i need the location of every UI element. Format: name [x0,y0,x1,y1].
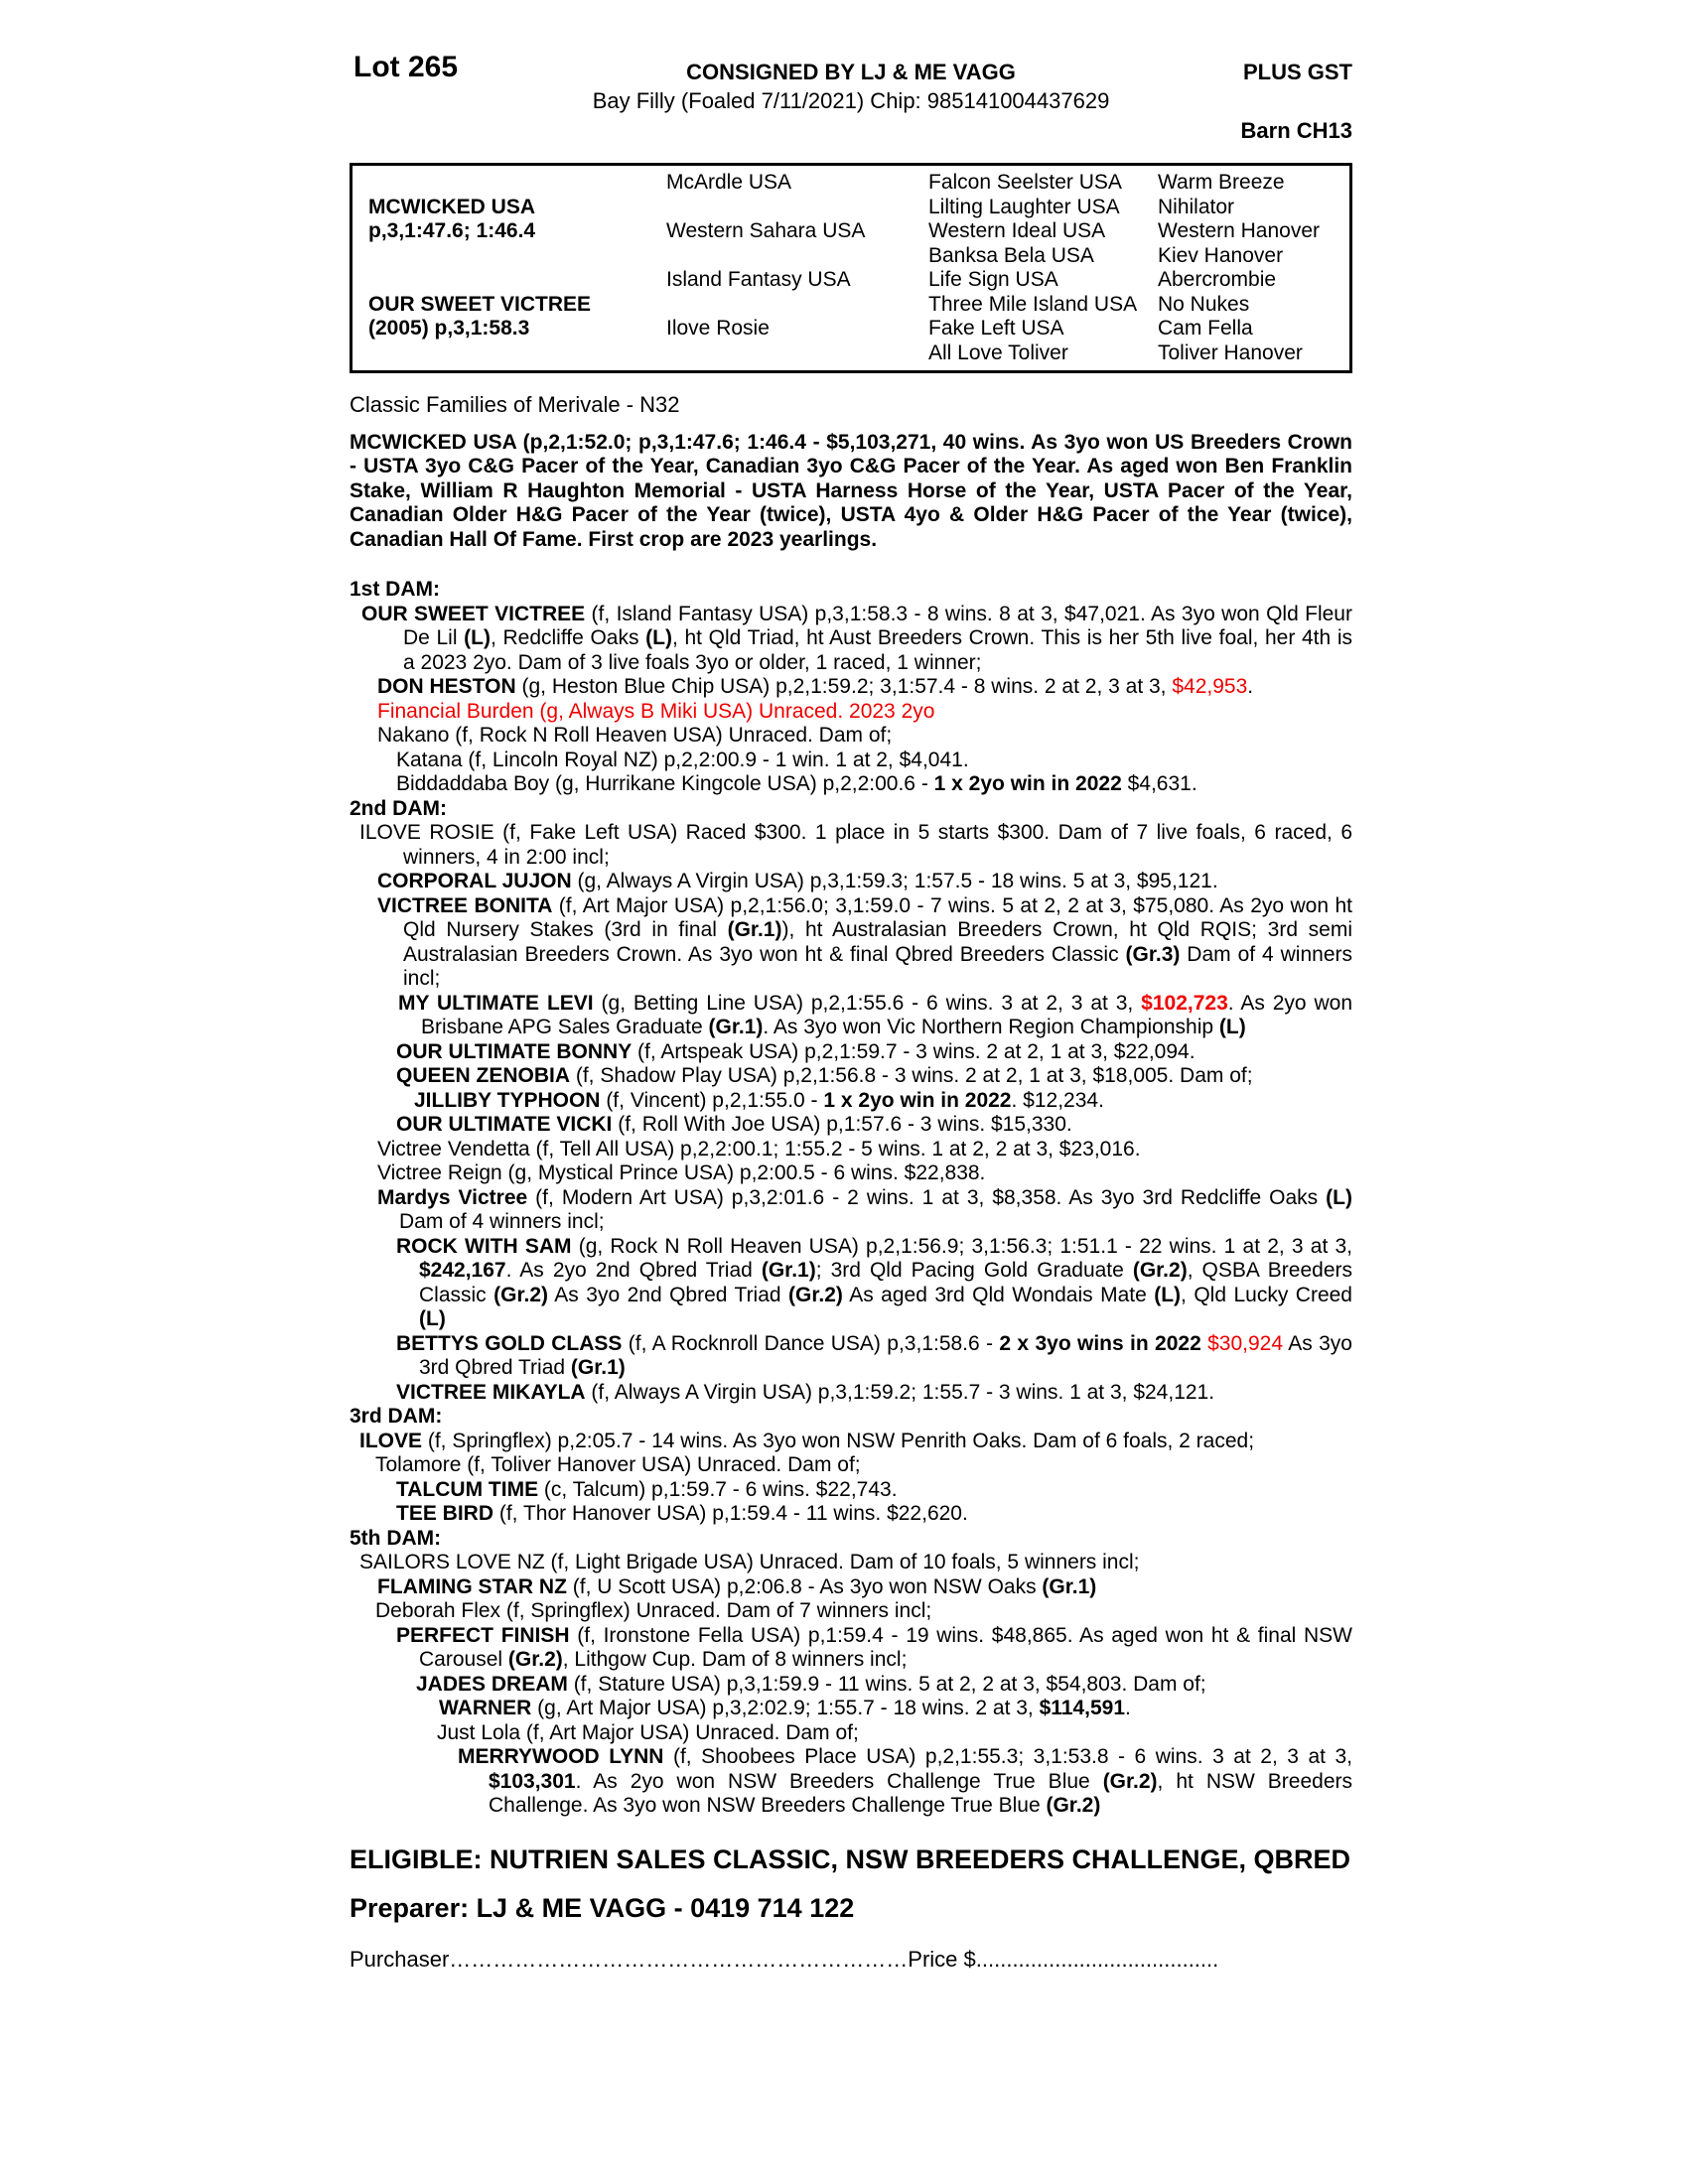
pedigree-line [350,675,1352,700]
pedigree-text-segment: (f, A Rocknroll Dance USA) p,3,1:58.6 - [622,1331,1000,1355]
pedigree-line [350,1453,1352,1478]
pedigree-text-segment: . As 3yo won Vic Northern Region Championship [763,1016,1219,1038]
pedigree-text-segment: Nakano (f, Rock N Roll Heaven USA) Unraced. Dam of; [377,724,893,747]
pedigree-text-segment: 1st DAM: [350,578,441,601]
pedigree-text-segment: (c, Talcum) p,1:59.7 - 6 wins. $22,743. [538,1477,898,1501]
pedigree-text-segment: (g, Heston Blue Chip USA) p,2,1:59.2; 3,1:57.4 - 8 wins. 2 at 2, 3 at 3, [515,675,1173,698]
pedigree-text-segment: 2 x 3yo wins in 2022 [999,1331,1201,1355]
gen4-name: No Nukes [1158,292,1250,316]
pedigree-text-segment: (Gr.3) [1125,942,1181,966]
pedigree-line [350,1040,1352,1065]
pedigree-line [350,1478,1352,1503]
pedigree-text-segment: (f, Art Major USA) p,2,1:56.0; 3,1:59.0 - 7 wins. 5 at 2, 2 at 3, $75,080. As 2yo won ht Qld Nursery Stakes (3rd in final [403,893,1352,941]
pedigree-text-segment: ILOVE [359,1429,423,1452]
pedigree-line [350,1113,1352,1138]
pedigree-line [350,1551,1352,1575]
pedigree-table [350,163,1352,373]
pedigree-text-segment: . As 2yo won NSW Breeders Challenge True Blue [575,1769,1103,1793]
pedigree-text-segment: ROCK WITH SAM [396,1234,572,1258]
pedigree-text-segment: (g, Art Major USA) p,3,2:02.9; 1:55.7 - 18 wins. 2 at 3, [531,1697,1040,1719]
pedigree-line [350,724,1352,749]
pedigree-text-segment: WARNER [439,1697,532,1719]
pedigree-line [350,1430,1352,1454]
pedigree-text-segment: FLAMING STAR NZ [377,1574,567,1598]
pedigree-text-segment: OUR SWEET VICTREE [361,602,586,625]
pedigree-text-segment: Biddaddaba Boy (g, Hurrikane Kingcole USA) p,2,2:00.6 - [396,772,934,795]
pedigree-text-segment: (Gr.1) [1042,1574,1097,1598]
pedigree-text-segment: Tolamore (f, Toliver Hanover USA) Unraced. Dam of; [375,1453,861,1476]
pedigree-text-segment: (Gr.1) [727,918,782,941]
pedigree-line [350,1235,1352,1332]
pedigree-text-segment: (f, U Scott USA) p,2:06.8 - As 3yo won NSW Oaks [566,1574,1043,1598]
pedigree-text-segment: TALCUM TIME [396,1477,539,1501]
pedigree-text-segment: (f, Island Fantasy USA) p,3,1:58.3 - 8 wins. 8 at 3, $47,021. As 3yo won Qld Fleur De Lil [403,602,1352,649]
pedigree-text-segment: , Lithgow Cup. Dam of 8 winners incl; [562,1648,908,1671]
pedigree-text-segment: , QSBA Breeders Classic [419,1259,1352,1306]
gen2-name: Ilove Rosie [666,317,770,340]
gen3-name: All Love Toliver [928,341,1068,364]
family-line: Classic Families of Merivale - N32 [350,392,680,417]
purchaser-dotted-line: ……………………………………………………… [449,1946,909,1972]
pedigree-text-segment: $114,591 [1039,1697,1126,1719]
pedigree-line [350,1502,1352,1527]
pedigree-text-segment: 5th DAM: [350,1526,442,1550]
pedigree-text-segment: 1 x 2yo win in 2022 [823,1088,1012,1112]
pedigree-text-segment: As aged 3rd Qld Wondais Mate [842,1283,1155,1306]
pedigree-line [350,1332,1352,1381]
pedigree-text-segment: (L) [1326,1185,1352,1209]
pedigree-text-segment: (f, Vincent) p,2,1:55.0 - [600,1088,824,1112]
pedigree-text-segment: $4,631. [1121,772,1197,795]
pedigree-text-segment: , ht NSW Breeders Challenge. As 3yo won NSW Breeders Challenge True Blue [489,1769,1352,1817]
pedigree-text-segment: (f, Artspeak USA) p,2,1:59.7 - 3 wins. 2 at 2, 1 at 3, $22,094. [632,1039,1196,1063]
pedigree-text-segment: (Gr.2) [1102,1769,1158,1793]
pedigree-line [350,870,1352,894]
gen4-name: Nihilator [1158,195,1235,218]
pedigree-line [350,1575,1352,1600]
pedigree-text-segment: . $12,234. [1011,1088,1104,1112]
dam-section-heading [350,1405,1352,1430]
pedigree-text-segment: (f, Shoobees Place USA) p,2,1:55.3; 3,1:53.8 - 6 wins. 3 at 2, 3 at 3, [663,1745,1352,1768]
eligible-line: ELIGIBLE: NUTRIEN SALES CLASSIC, NSW BREEDERS CHALLENGE, QBRED [350,1843,1351,1874]
lot-number: Lot 265 [353,51,459,83]
pedigree-text-segment: . As 2yo won Brisbane APG Sales Graduate [421,991,1352,1038]
pedigree-text-segment: TEE BIRD [396,1502,494,1525]
pedigree-text-segment: Mardys Victree [377,1185,528,1209]
gen4-name: Cam Fella [1158,317,1253,340]
gen2-name: Island Fantasy USA [666,268,851,291]
pedigree-text-segment: (g, Always A Virgin USA) p,3,1:59.3; 1:57.5 - 18 wins. 5 at 3, $95,121. [571,870,1218,892]
pedigree-text-segment: , ht Qld Triad, ht Aust Breeders Crown. This is her 5th live foal, her 4th is a 2023 2yo. Dam of 3 live foals 3yo or older, 1 raced, 1 winner; [403,626,1352,674]
pedigree-text-segment: Just Lola (f, Art Major USA) Unraced. Dam of; [437,1720,859,1744]
pedigree-text-segment: (f, Thor Hanover USA) p,1:59.4 - 11 wins. $22,620. [493,1502,968,1525]
pedigree-text-segment: CORPORAL JUJON [377,870,572,892]
gen3-name: Lilting Laughter USA [928,195,1120,218]
gen3-name: Western Ideal USA [928,219,1106,242]
pedigree-text-segment: VICTREE BONITA [377,893,553,917]
gen4-name: Warm Breeze [1158,171,1285,194]
pedigree-text-segment: (L) [1154,1283,1182,1306]
gen4-name: Western Hanover [1158,219,1321,242]
pedigree-lines [350,578,1352,1819]
purchaser-row [350,1948,1352,1973]
pedigree-text-segment: (f, Springflex) p,2:05.7 - 14 wins. As 3yo won NSW Penrith Oaks. Dam of 6 foals, 2 raced; [422,1429,1255,1452]
pedigree-text-segment: MERRYWOOD LYNN [458,1745,664,1768]
pedigree-text-segment: , Qld Lucky Creed [1181,1283,1352,1306]
pedigree-text-segment: OUR ULTIMATE VICKI [396,1113,613,1136]
gen3-name: Three Mile Island USA [928,292,1138,316]
pedigree-text-segment: (Gr.2) [788,1283,843,1306]
gen3-name: Fake Left USA [928,317,1064,340]
pedigree-text-segment: 3rd DAM: [350,1405,443,1428]
pedigree-line [350,1624,1352,1673]
pedigree-text-segment: . [1125,1697,1131,1719]
pedigree-text-segment: DON HESTON [377,675,516,698]
pedigree-text-segment: ), ht Australasian Breeders Crown, ht Qld RQIS; 3rd semi Australasian Breeders Crown. As 3yo won ht & final Qbred Breeders Classic [403,918,1352,966]
pedigree-text-segment: JADES DREAM [416,1672,568,1696]
pedigree-text-segment: (g, Betting Line USA) p,2,1:55.6 - 6 wins. 3 at 2, 3 at 3, [593,991,1142,1015]
sire-summary: MCWICKED USA (p,2,1:52.0; p,3,1:47.6; 1:46.4 - $5,103,271, 40 wins. As 3yo won US Breeders Crown - USTA 3yo C&G Pacer of the Year, Canadian 3yo C&G Pacer of the Year. As aged won Ben Franklin Stake, William R Haughton Memorial - USTA Harness Horse of the Year, USTA Pacer of the Year, Canadian Older H&G Pacer of the Year (twice), USTA 4yo & Older H&G Pacer of the Year (twice), Canadian Hall Of Fame. First crop are 2023 yearlings. [350,430,1352,551]
pedigree-text-segment: 1 x 2yo win in 2022 [933,772,1122,795]
pedigree-text-segment: (Gr.2) [1046,1794,1101,1817]
pedigree-line [350,1599,1352,1624]
pedigree-text-segment: VICTREE MIKAYLA [396,1380,586,1404]
pedigree-line [350,1138,1352,1162]
pedigree-text-segment: (Gr.2) [507,1648,563,1671]
pedigree-text-segment: . [1247,675,1254,698]
pedigree-text-segment: Dam of 4 winners incl; [399,1210,605,1233]
price-label: Price $ [908,1946,976,1972]
pedigree-text-segment: (f, Shadow Play USA) p,2,1:56.8 - 3 wins. 2 at 2, 1 at 3, $18,005. Dam of; [570,1064,1253,1087]
pedigree-text-segment: (f, Modern Art USA) p,3,2:01.6 - 2 wins. 1 at 3, $8,358. As 3yo 3rd Redcliffe Oaks [527,1185,1327,1209]
gen1-name: MCWICKED USA [368,195,535,218]
pedigree-text-segment: , Redcliffe Oaks [491,626,646,649]
pedigree-text-segment: (Gr.1) [708,1016,764,1038]
pedigree-text-segment: (L) [645,626,672,649]
pedigree-line [350,1381,1352,1406]
pedigree-text-segment: As 3yo 2nd Qbred Triad [548,1283,789,1306]
pedigree-line [350,603,1352,676]
pedigree-text-segment: (g, Rock N Roll Heaven USA) p,2,1:56.9; 3,1:56.3; 1:51.1 - 22 wins. 1 at 2, 3 at 3, [571,1234,1352,1258]
pedigree-text-segment: OUR ULTIMATE BONNY [396,1039,633,1063]
dam-section-heading [350,797,1352,822]
pedigree-line [350,894,1352,992]
pedigree-text-segment: $103,301 [489,1769,576,1793]
pedigree-line [350,700,1352,725]
pedigree-text-segment: JILLIBY TYPHOON [414,1088,601,1112]
pedigree-text-segment: (f, Roll With Joe USA) p,1:57.6 - 3 wins. $15,330. [612,1113,1072,1136]
pedigree-text-segment: . As 2yo 2nd Qbred Triad [505,1259,762,1282]
pedigree-text-segment: $242,167 [419,1259,506,1282]
pedigree-line [350,1064,1352,1089]
pedigree-text-segment: (f, Always A Virgin USA) p,3,1:59.2; 1:55.7 - 3 wins. 1 at 3, $24,121. [585,1380,1215,1404]
purchaser-label: Purchaser [350,1946,450,1972]
pedigree-text-segment: ILOVE ROSIE (f, Fake Left USA) Raced $300. 1 place in 5 starts $300. Dam of 7 live foals, 6 raced, 6 winners, 4 in 2:00 incl; [359,821,1352,869]
pedigree-text-segment: Victree Reign (g, Mystical Prince USA) p,2:00.5 - 6 wins. $22,838. [377,1161,986,1184]
pedigree-text-segment: (Gr.2) [1132,1259,1188,1282]
gen2-name: McArdle USA [666,171,792,194]
gen3-name: Falcon Seelster USA [928,171,1122,194]
gen4-name: Toliver Hanover [1158,341,1303,364]
gen4-name: Abercrombie [1158,268,1277,291]
pedigree-line [350,749,1352,773]
pedigree-text-segment: (L) [1218,1016,1246,1038]
pedigree-text-segment: Dam of 4 winners incl; [403,942,1352,990]
gen3-name: Life Sign USA [928,268,1058,291]
pedigree-text-segment: Katana (f, Lincoln Royal NZ) p,2,2:00.9 - 1 win. 1 at 2, $4,041. [396,748,969,771]
page-content [350,52,1352,1972]
gen1-record: (2005) p,3,1:58.3 [368,317,530,340]
pedigree-text-segment: MY ULTIMATE LEVI [398,991,594,1015]
pedigree-text-segment: Victree Vendetta (f, Tell All USA) p,2,2:00.1; 1:55.2 - 5 wins. 1 at 2, 2 at 3, $23,016. [377,1137,1141,1160]
dam-section-heading [350,1527,1352,1552]
consignor-title: CONSIGNED BY LJ & ME VAGG [686,60,1016,84]
pedigree-text-segment: (f, Stature USA) p,3,1:59.9 - 11 wins. 5 at 2, 2 at 3, $54,803. Dam of; [567,1672,1206,1696]
pedigree-text-segment: (Gr.2) [493,1283,548,1306]
pedigree-line [350,821,1352,870]
pedigree-text-segment: $30,924 [1207,1331,1284,1355]
preparer-line: Preparer: LJ & ME VAGG - 0419 714 122 [350,1892,855,1923]
gen4-name: Kiev Hanover [1158,243,1284,267]
pedigree-line [350,1161,1352,1186]
pedigree-line [350,1697,1352,1721]
pedigree-line [350,1089,1352,1114]
pedigree-text-segment: (f, Ironstone Fella USA) p,1:59.4 - 19 wins. $48,865. As aged won ht & final NSW Carousel [419,1623,1352,1671]
pedigree-text-segment: As 3yo 3rd Qbred Triad [419,1331,1352,1379]
pedigree-grid [352,166,1349,365]
pedigree-text-segment: SAILORS LOVE NZ (f, Light Brigade USA) Unraced. Dam of 10 foals, 5 winners incl; [359,1551,1140,1573]
pedigree-text-segment: (Gr.1) [570,1356,626,1379]
pedigree-text-segment: Financial Burden (g, Always B Miki USA) Unraced. 2023 2yo [377,699,935,723]
pedigree-line [350,1721,1352,1746]
pedigree-text-segment: 2nd DAM: [350,796,447,820]
foal-description: Bay Filly (Foaled 7/11/2021) Chip: 985141004437629 [592,88,1110,113]
gen1-name: OUR SWEET VICTREE [368,292,592,316]
dam-section-heading [350,578,1352,603]
pedigree-text-segment: ; 3rd Qld Pacing Gold Graduate [815,1259,1133,1282]
gen1-record: p,3,1:47.6; 1:46.4 [368,219,536,242]
pedigree-text-segment: (L) [419,1307,446,1330]
gen2-name: Western Sahara USA [666,219,866,242]
pedigree-text-segment: $102,723 [1141,991,1228,1015]
pedigree-line [350,992,1352,1040]
pedigree-line [350,772,1352,797]
price-dotted-line: ........................................ [975,1946,1219,1972]
pedigree-text-segment: QUEEN ZENOBIA [396,1064,571,1087]
pedigree-text-segment: BETTYS GOLD CLASS [396,1331,623,1355]
pedigree-line [350,1745,1352,1819]
gen3-name: Banksa Bela USA [928,243,1094,267]
pedigree-text-segment: (L) [464,626,491,649]
plus-gst-label: PLUS GST [1242,60,1352,84]
header [350,52,1352,163]
barn-label: Barn CH13 [1240,118,1352,143]
pedigree-line [350,1186,1352,1235]
pedigree-text-segment: PERFECT FINISH [396,1623,570,1647]
pedigree-text-segment: Deborah Flex (f, Springflex) Unraced. Dam of 7 winners incl; [375,1599,932,1622]
pedigree-text-segment: (Gr.1) [761,1259,816,1282]
pedigree-text-segment: $42,953 [1172,675,1248,698]
pedigree-line [350,1673,1352,1698]
